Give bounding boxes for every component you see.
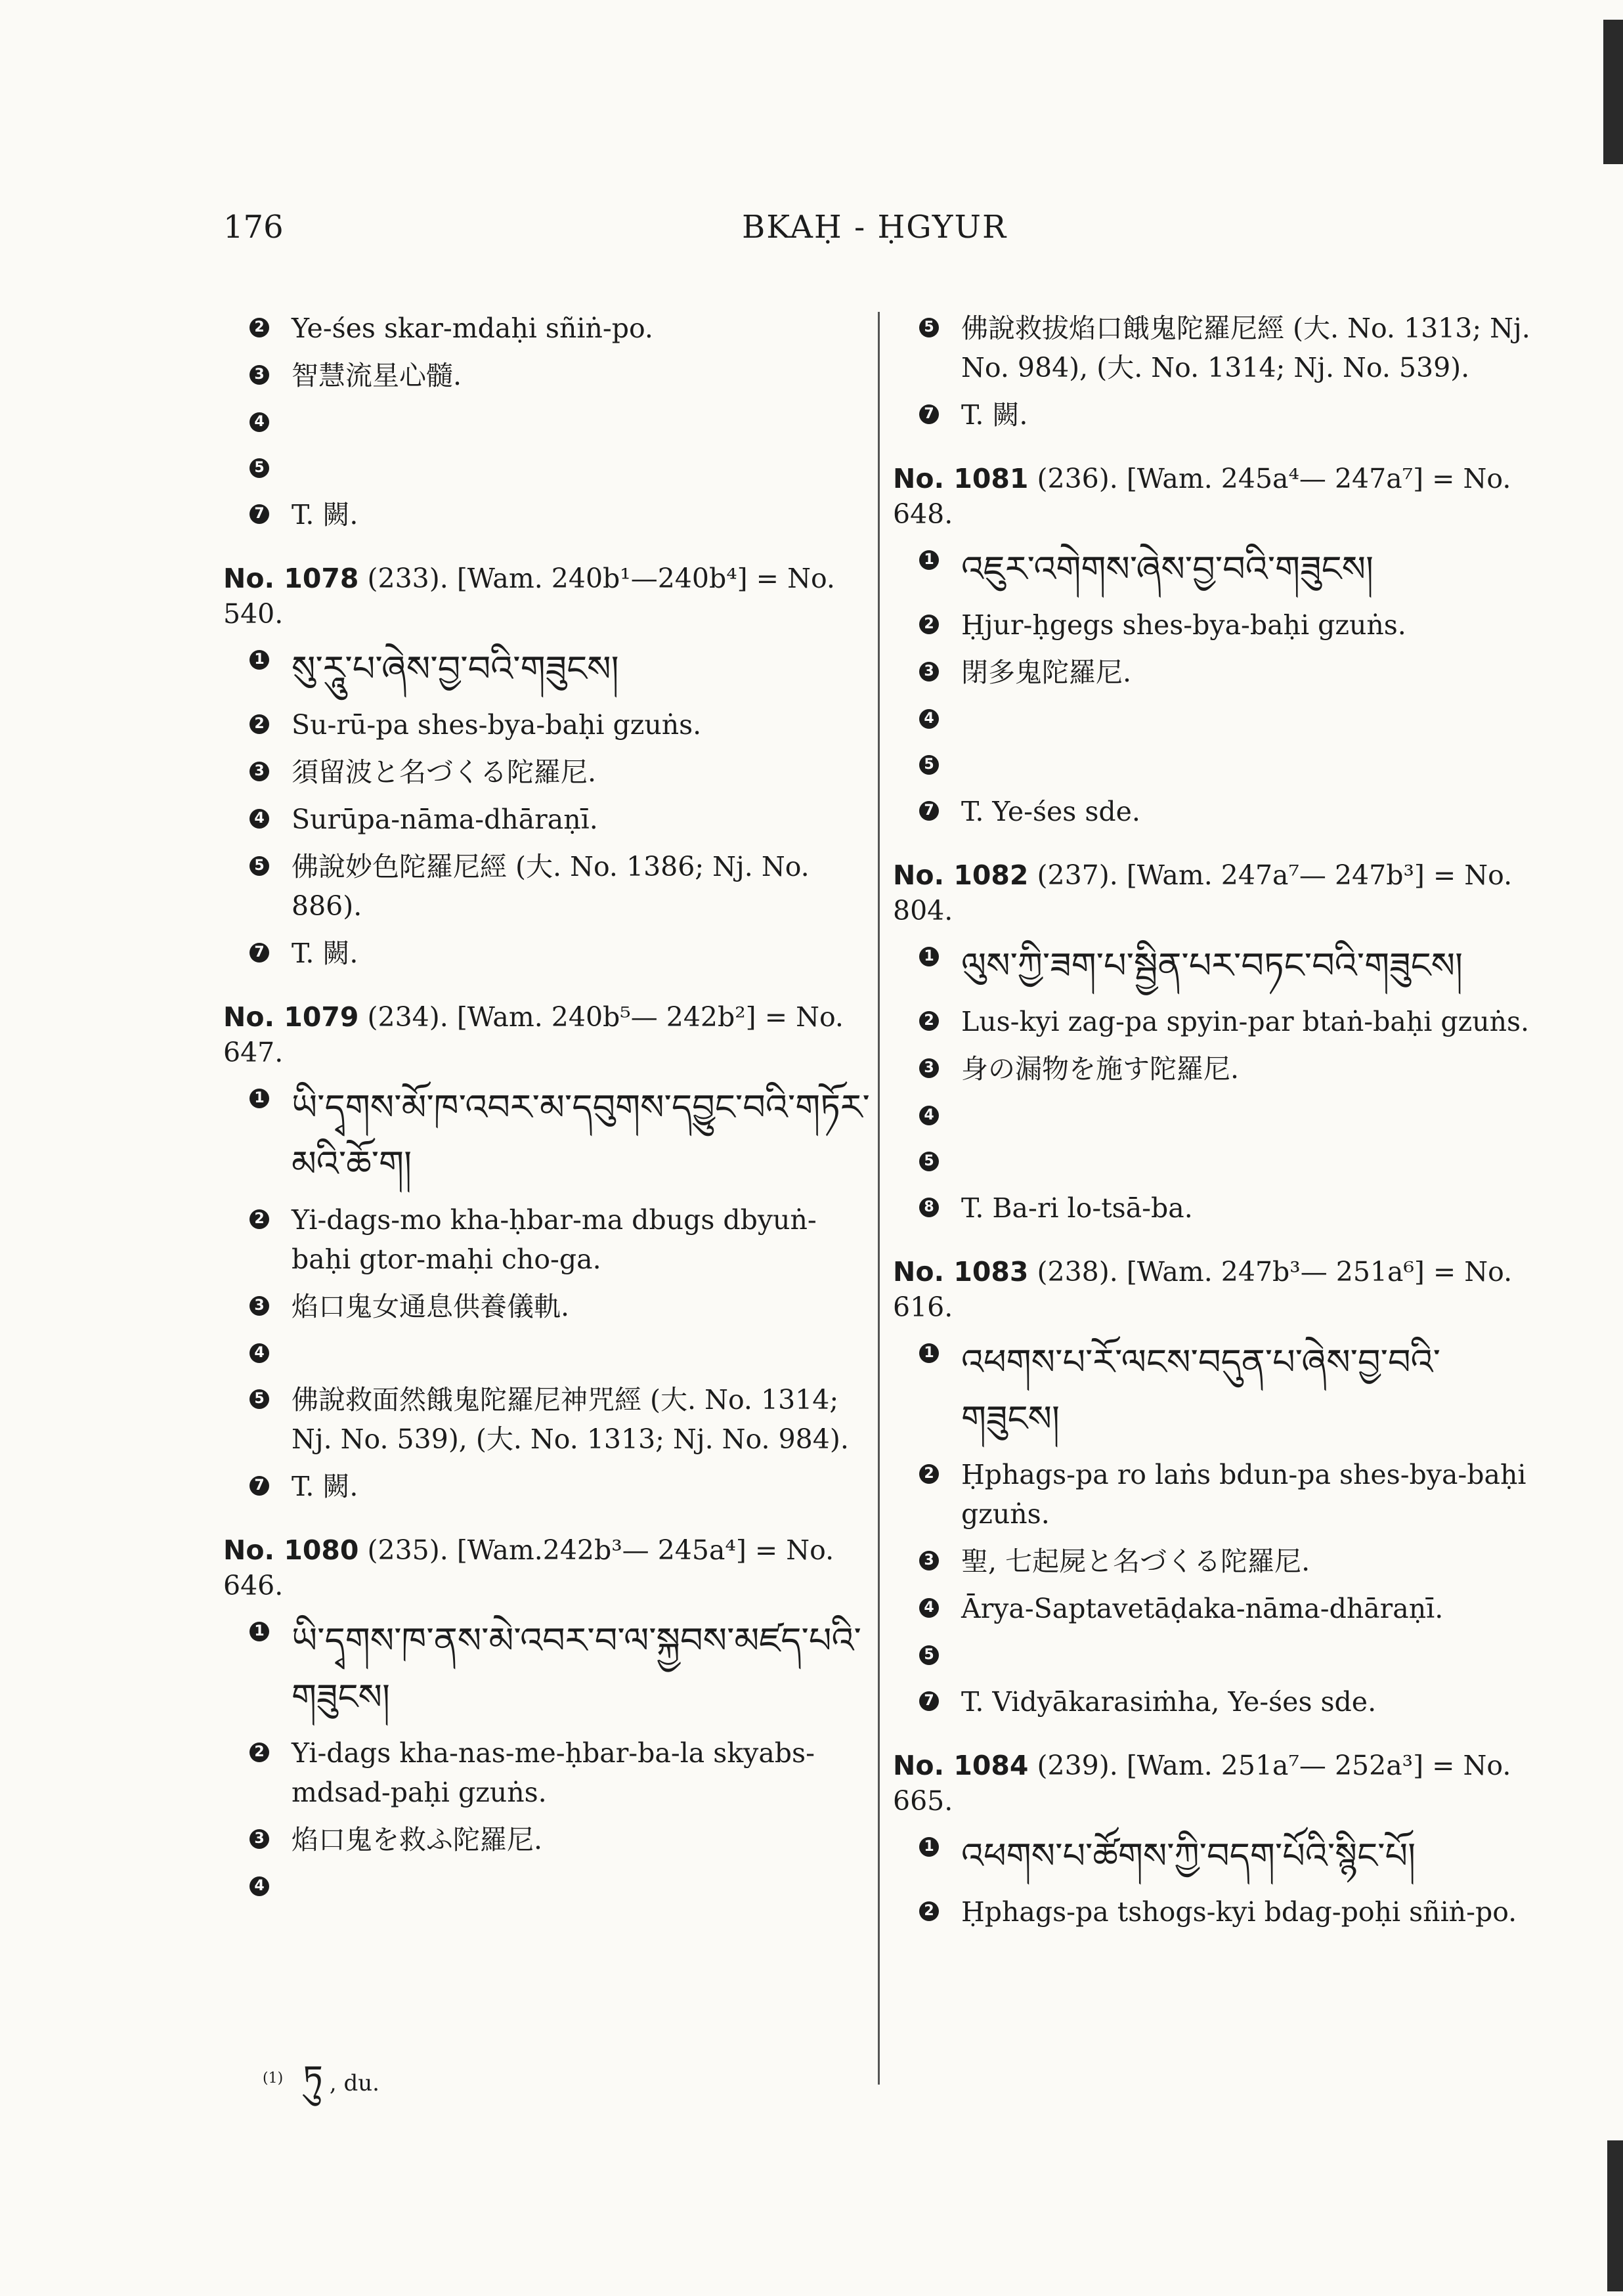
field-value	[961, 1096, 1536, 1135]
entry-field	[223, 934, 873, 973]
entry-number: No. 1084	[893, 1750, 1029, 1781]
field-number-marker: 7	[249, 504, 269, 524]
field-value: Ḥphags-pa ro laṅs bdun-pa shes-bya-baḥi gzuṅs.	[961, 1459, 1526, 1530]
entry-number: No. 1078	[223, 563, 359, 594]
catalog-entry	[223, 1532, 873, 1905]
entry-field	[223, 1334, 873, 1372]
field-number-marker: 2	[249, 714, 269, 734]
entry-field	[893, 1334, 1536, 1447]
field-value: Su-rū-pa shes-bya-baḥi gzuṅs.	[292, 709, 702, 741]
field-value: 佛說救面然餓鬼陀羅尼神咒經 (大. No. 1314; Nj. No. 539), (大. No. 1313; Nj. No. 984).	[292, 1384, 849, 1455]
entry-field	[223, 800, 873, 839]
field-number-marker: 3	[249, 365, 269, 385]
entry-field	[223, 309, 873, 348]
field-number-marker: 4	[919, 1598, 939, 1618]
entry-reference: (234). [Wam. 240b⁵— 242b²] = No. 647.	[223, 1001, 844, 1068]
entry-field	[223, 449, 873, 487]
field-number-marker: 2	[919, 615, 939, 634]
entry-reference: (238). [Wam. 247b³— 251a⁶] = No. 616.	[893, 1256, 1513, 1323]
field-value	[292, 403, 873, 441]
entry-reference: (235). [Wam.242b³— 245a⁴] = No. 646.	[223, 1534, 834, 1601]
entry-field	[893, 792, 1536, 831]
field-number-marker: 5	[249, 458, 269, 478]
field-number-marker: 2	[249, 1209, 269, 1229]
catalog-entry	[893, 857, 1536, 1228]
entry-field	[893, 1455, 1536, 1534]
field-value	[292, 449, 873, 487]
field-number-marker: 5	[249, 1389, 269, 1409]
entry-field	[223, 1867, 873, 1905]
field-number-marker: 1	[919, 1343, 939, 1363]
field-number-marker: 7	[249, 943, 269, 963]
entry-field	[893, 746, 1536, 784]
tibetan-title: སུ་རཱུ་པ་ཞེས་བྱ་བའི་གཟུངས།	[292, 648, 619, 689]
entry-field	[223, 1613, 873, 1725]
entry-field	[893, 1636, 1536, 1674]
entry-field	[223, 705, 873, 745]
left-column	[223, 309, 873, 1932]
entry-field	[223, 1079, 873, 1192]
tibetan-title: འཇུར་འགེགས་ཞེས་བྱ་བའི་གཟུངས།	[961, 548, 1374, 590]
tibetan-title: འཕགས་པ་རོ་ལངས་བདུན་པ་ཞེས་བྱ་བའི་གཟུངས།	[961, 1341, 1440, 1439]
entry-field	[893, 1188, 1536, 1228]
entry-field	[223, 1820, 873, 1859]
catalog-entry	[223, 999, 873, 1506]
entry-heading	[893, 1254, 1536, 1325]
field-number-marker: 4	[249, 1343, 269, 1363]
field-value: T. Ba-ri lo-tsā-ba.	[961, 1192, 1193, 1224]
entry-field	[223, 752, 873, 792]
field-number-marker: 2	[919, 1011, 939, 1031]
field-value: 身の漏物を施す陀羅尼.	[961, 1053, 1240, 1085]
field-number-marker: 4	[249, 809, 269, 829]
right-column	[893, 309, 1536, 1958]
entry-reference: (236). [Wam. 245a⁴— 247a⁷] = No. 648.	[893, 463, 1511, 530]
field-value: T. Vidyākarasiṁha, Ye-śes sde.	[961, 1686, 1377, 1718]
entry-reference: (239). [Wam. 251a⁷— 252a³] = No. 665.	[893, 1750, 1511, 1817]
field-number-marker: 2	[919, 1464, 939, 1484]
field-value: Ye-śes skar-mdaḥi sñiṅ-po.	[292, 313, 653, 344]
entry-field	[893, 938, 1536, 994]
entry-field	[223, 847, 873, 926]
field-value: Yi-dags-mo kha-ḥbar-ma dbugs dbyuṅ-baḥi gtor-maḥi cho-ga.	[292, 1204, 817, 1275]
field-value: Ḥjur-ḥgegs shes-bya-baḥi gzuṅs.	[961, 609, 1406, 641]
footnote-text: , du.	[329, 2070, 379, 2096]
entry-field	[893, 1142, 1536, 1180]
field-value	[961, 1636, 1536, 1674]
entry-field	[223, 1287, 873, 1326]
scan-edge-shadow-top	[1603, 20, 1623, 164]
field-number-marker: 4	[249, 1876, 269, 1896]
page-number: 176	[223, 209, 284, 246]
field-number-marker: 4	[249, 412, 269, 432]
field-value: 佛說妙色陀羅尼經 (大. No. 1386; Nj. No. 886).	[292, 851, 810, 922]
field-value: 智慧流星心髓.	[292, 360, 462, 391]
field-number-marker: 3	[249, 1296, 269, 1316]
field-number-marker: 3	[919, 662, 939, 682]
entry-field	[223, 495, 873, 534]
entry-number: No. 1079	[223, 1001, 359, 1033]
field-number-marker: 5	[249, 856, 269, 876]
entry-reference: (233). [Wam. 240b¹—240b⁴] = No. 540.	[223, 563, 835, 630]
entry-field	[893, 541, 1536, 597]
catalog-entry	[893, 309, 1536, 435]
entry-field	[893, 1002, 1536, 1041]
entry-heading	[223, 999, 873, 1070]
field-number-marker: 3	[919, 1058, 939, 1078]
catalog-entry	[223, 309, 873, 534]
field-number-marker: 7	[249, 1476, 269, 1496]
entry-field	[893, 1542, 1536, 1581]
footnote	[263, 2039, 379, 2138]
field-value: Ḥphags-pa tshogs-kyi bdag-poḥi sñiṅ-po.	[961, 1896, 1517, 1928]
field-value: 須留波と名づくる陀羅尼.	[292, 756, 597, 788]
field-value	[961, 746, 1536, 784]
scan-edge-shadow-bottom	[1607, 2140, 1623, 2291]
column-divider	[878, 312, 880, 2085]
footnote-tibetan: ཏུ	[303, 2058, 323, 2099]
entry-field	[893, 309, 1536, 387]
entry-field	[223, 1380, 873, 1459]
footnote-mark: (1)	[263, 2069, 284, 2087]
field-value	[961, 1142, 1536, 1180]
entry-reference: (237). [Wam. 247a⁷— 247b³] = No. 804.	[893, 859, 1513, 926]
field-number-marker: 2	[919, 1901, 939, 1921]
catalog-entry	[893, 1748, 1536, 1932]
field-value: 閉多鬼陀羅尼.	[961, 657, 1132, 688]
entry-field	[893, 395, 1536, 435]
entry-field	[893, 605, 1536, 645]
field-number-marker: 1	[249, 1622, 269, 1641]
tibetan-title: ཡི་དྭགས་མོ་ཁ་འབར་མ་དབུགས་དབྱུང་བའི་གཏོར་མའི་ཆོ་ག།	[292, 1087, 870, 1184]
entry-field	[893, 1049, 1536, 1089]
field-number-marker: 1	[919, 1837, 939, 1857]
field-value	[292, 1867, 873, 1905]
entry-heading	[893, 857, 1536, 928]
catalog-entry	[893, 461, 1536, 831]
field-number-marker: 2	[249, 318, 269, 337]
entry-field	[893, 1589, 1536, 1628]
field-number-marker: 4	[919, 1106, 939, 1125]
field-value: T. 闕.	[292, 938, 358, 969]
field-number-marker: 7	[919, 801, 939, 821]
field-number-marker: 8	[919, 1198, 939, 1217]
field-value	[292, 1334, 873, 1372]
field-value: T. 闕.	[292, 499, 358, 531]
field-value: Ārya-Saptavetāḍaka-nāma-dhāraṇī.	[961, 1593, 1444, 1624]
entry-heading	[893, 1748, 1536, 1819]
running-head: BKAḤ - ḤGYUR	[742, 209, 1008, 246]
catalog-entry	[893, 1254, 1536, 1722]
field-number-marker: 4	[919, 709, 939, 729]
entry-field	[893, 1682, 1536, 1722]
entry-field	[223, 1467, 873, 1506]
tibetan-title: ཡི་དྭགས་ཁ་ནས་མེ་འབར་བ་ལ་སྐྱབས་མཛད་པའི་གཟུངས།	[292, 1620, 861, 1718]
field-value	[961, 700, 1536, 738]
entry-field	[893, 653, 1536, 692]
entry-field	[223, 641, 873, 697]
entry-field	[893, 700, 1536, 738]
field-value: Yi-dags kha-nas-me-ḥbar-ba-la skyabs-mdsad-paḥi gzuṅs.	[292, 1737, 815, 1808]
field-number-marker: 5	[919, 1645, 939, 1665]
field-value: 焰口鬼女通息供養儀軌.	[292, 1291, 570, 1322]
field-number-marker: 1	[919, 947, 939, 966]
entry-heading	[893, 461, 1536, 532]
entry-field	[223, 1733, 873, 1812]
entry-field	[223, 1200, 873, 1279]
field-number-marker: 1	[249, 650, 269, 670]
tibetan-title: ལུས་ཀྱི་ཟག་པ་སྦྱིན་པར་བཏང་བའི་གཟུངས།	[961, 945, 1463, 986]
entry-field	[223, 403, 873, 441]
field-value: Surūpa-nāma-dhāraṇī.	[292, 804, 598, 835]
field-number-marker: 7	[919, 404, 939, 424]
field-number-marker: 3	[249, 762, 269, 781]
field-value: 焰口鬼を救ふ陀羅尼.	[292, 1824, 543, 1855]
entry-field	[893, 1892, 1536, 1932]
entry-number: No. 1082	[893, 859, 1029, 891]
field-number-marker: 3	[249, 1829, 269, 1849]
entry-field	[893, 1096, 1536, 1135]
field-number-marker: 5	[919, 1152, 939, 1171]
field-number-marker: 5	[919, 755, 939, 775]
field-number-marker: 5	[919, 318, 939, 337]
field-value: T. 闕.	[292, 1471, 358, 1502]
entry-number: No. 1080	[223, 1534, 359, 1566]
catalog-entry	[223, 561, 873, 973]
field-value: 聖, 七起屍と名づくる陀羅尼.	[961, 1546, 1310, 1577]
field-value: 佛說救拔焰口餓鬼陀羅尼經 (大. No. 1313; Nj. No. 984), (大. No. 1314; Nj. No. 539).	[961, 313, 1530, 383]
entry-heading	[223, 1532, 873, 1603]
field-number-marker: 7	[919, 1691, 939, 1711]
entry-number: No. 1083	[893, 1256, 1029, 1288]
entry-field	[223, 356, 873, 395]
entry-heading	[223, 561, 873, 632]
entry-number: No. 1081	[893, 463, 1029, 494]
field-value: T. 闕.	[961, 399, 1028, 431]
field-value: T. Ye-śes sde.	[961, 796, 1140, 827]
field-number-marker: 3	[919, 1551, 939, 1570]
tibetan-title: འཕགས་པ་ཚོགས་ཀྱི་བདག་པོའི་སྙིང་པོ།	[961, 1835, 1416, 1876]
entry-field	[893, 1828, 1536, 1884]
field-number-marker: 1	[249, 1089, 269, 1108]
field-number-marker: 2	[249, 1743, 269, 1762]
field-value: Lus-kyi zag-pa spyin-par btaṅ-baḥi gzuṅs.	[961, 1006, 1530, 1037]
field-number-marker: 1	[919, 550, 939, 570]
